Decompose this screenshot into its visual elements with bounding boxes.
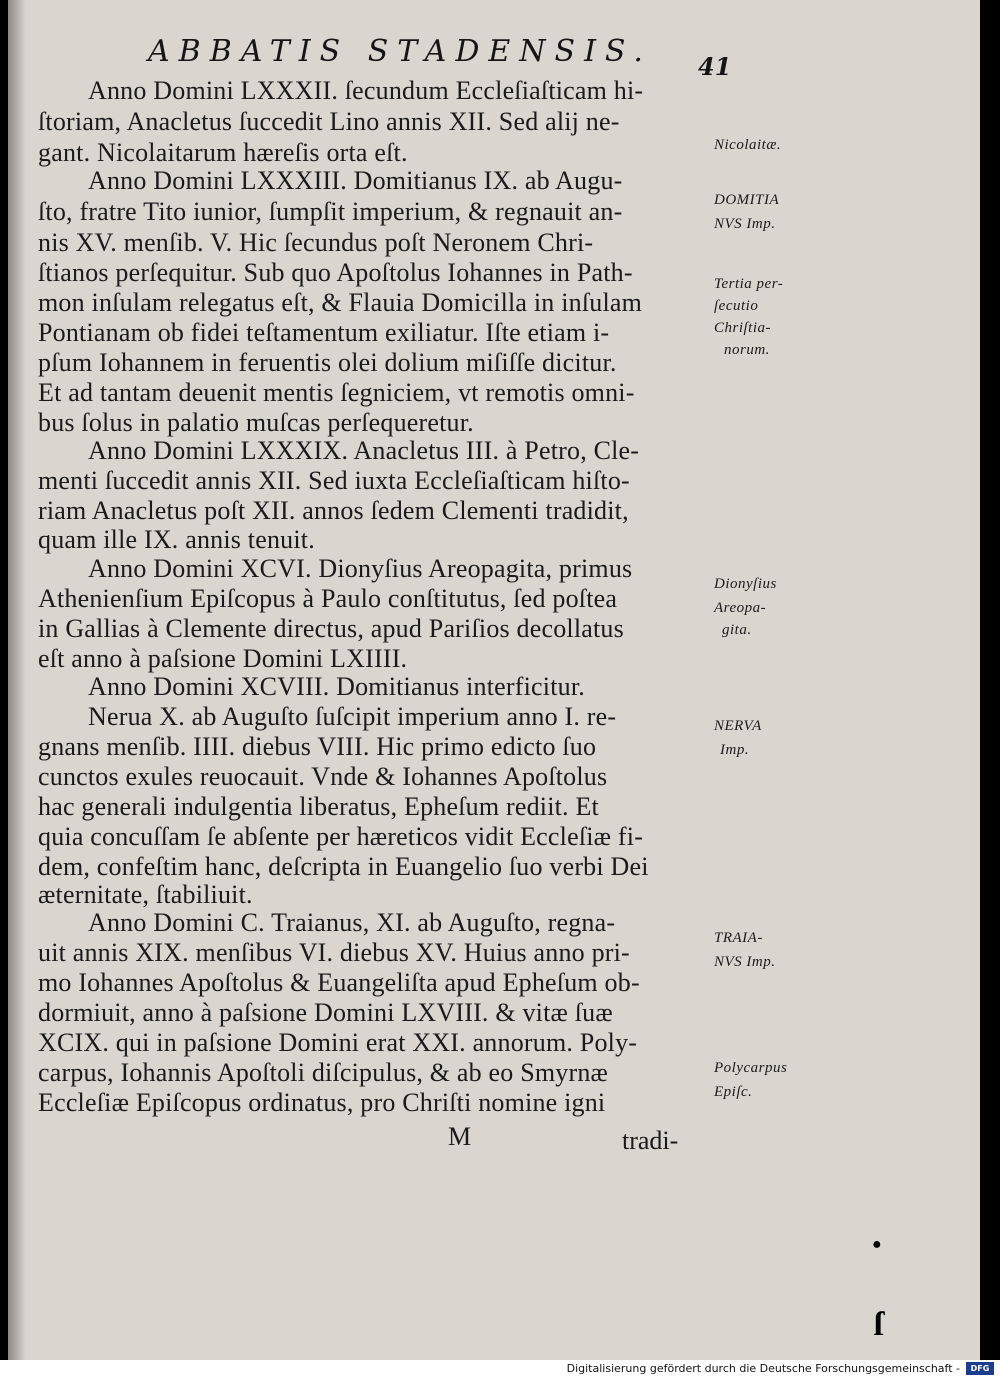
text-line: Et ad tantam deuenit mentis ſegniciem, vt remotis omni- <box>38 378 635 407</box>
page-gutter-shadow <box>8 0 26 1360</box>
text-line: Anno Domini LXXXIII. Domitianus IX. ab Augu- <box>88 166 623 195</box>
marginal-note: Polycarpus <box>714 1060 788 1076</box>
running-title: ABBATIS STADENSIS. <box>148 34 652 69</box>
text-line: Nerua X. ab Auguſto ſuſcipit imperium anno I. re- <box>88 702 617 731</box>
text-line: riam Anacletus poſt XII. annos ſedem Clementi tradidit, <box>38 496 629 525</box>
marginal-note: Nicolaitæ. <box>714 137 782 153</box>
text-line: dormiuit, anno à paſsione Domini LXVIII. & vitæ ſuæ <box>38 998 613 1027</box>
marginal-note: ſecutio <box>714 298 759 314</box>
book-page <box>8 0 980 1360</box>
marginal-note: norum. <box>724 342 770 358</box>
text-line: Athenienſium Epiſcopus à Paulo conſtitutus, ſed poſtea <box>38 584 618 613</box>
marginal-note: Epiſc. <box>714 1084 753 1100</box>
page-number: 41 <box>698 52 732 81</box>
text-line: Eccleſiæ Epiſcopus ordinatus, pro Chriſti nomine igni <box>38 1088 606 1117</box>
footer-bar <box>0 1360 1000 1378</box>
text-line: æternitate, ſtabiliuit. <box>38 880 253 909</box>
text-line: Anno Domini C. Traianus, XI. ab Auguſto, regna- <box>88 908 616 937</box>
text-line: XCIX. qui in paſsione Domini erat XXI. annorum. Poly- <box>38 1028 638 1057</box>
dfg-logo: DFG <box>966 1362 994 1375</box>
text-line: Pontianam ob fidei teſtamentum exiliatur. Iſte etiam i- <box>38 318 610 347</box>
text-line: ſtoriam, Anacletus ſuccedit Lino annis XII. Sed alij ne- <box>38 107 620 136</box>
ink-dot-mark: ● <box>872 1236 882 1253</box>
text-line: gant. Nicolaitarum hæreſis orta eſt. <box>38 138 408 167</box>
text-line: gnans menſib. IIII. diebus VIII. Hic primo edicto ſuo <box>38 732 597 761</box>
marginal-note: Tertia per- <box>714 276 784 292</box>
text-line: pſum Iohannem in feruentis olei dolium miſiſſe dicitur. <box>38 348 617 377</box>
text-line: hac generali indulgentia liberatus, Epheſum rediit. Et <box>38 792 599 821</box>
text-line: quia concuſſam ſe abſente per hæreticos vidit Eccleſiæ fi- <box>38 822 644 851</box>
marginal-note: Dionyſius <box>714 576 777 592</box>
text-line: eſt anno à paſsione Domini LXIIII. <box>38 644 408 673</box>
marginal-note: Areopa- <box>714 600 767 616</box>
text-line: dem, confeſtim hanc, deſcripta in Euangelio ſuo verbi Dei <box>38 852 649 881</box>
signature-mark: M <box>448 1122 472 1151</box>
text-line: Anno Domini XCVI. Dionyſius Areopagita, primus <box>88 554 633 583</box>
text-line: ſtianos perſequitur. Sub quo Apoſtolus Iohannes in Path- <box>38 258 633 287</box>
marginal-note: NVS Imp. <box>714 216 776 232</box>
text-line: carpus, Iohannis Apoſtoli diſcipulus, & ab eo Smyrnæ <box>38 1058 609 1087</box>
marginal-note: NVS Imp. <box>714 954 776 970</box>
text-line: Anno Domini LXXXII. ſecundum Eccleſiaſticam hi- <box>88 76 644 105</box>
text-line: in Gallias à Clemente directus, apud Pariſios decollatus <box>38 614 624 643</box>
marginal-note: TRAIA- <box>714 930 763 946</box>
marginal-note: DOMITIA <box>714 192 780 208</box>
marginal-note: Imp. <box>720 742 750 758</box>
text-line: nis XV. menſib. V. Hic ſecundus poſt Neronem Chri- <box>38 228 594 257</box>
text-line: uit annis XIX. menſibus VI. diebus XV. Huius anno pri- <box>38 938 630 967</box>
text-line: mon inſulam relegatus eſt, & Flauia Domicilla in inſulam <box>38 288 643 317</box>
text-line: Anno Domini XCVIII. Domitianus interficitur. <box>88 672 585 701</box>
text-line: ſto, fratre Tito iunior, ſumpſit imperium, & regnauit an- <box>38 197 623 226</box>
marginal-note: NERVA <box>714 718 762 734</box>
digitization-credit: Digitalisierung gefördert durch die Deutsche Forschungsgemeinschaft - <box>566 1362 960 1375</box>
catchword: tradi- <box>622 1126 679 1155</box>
page-corner-mark: ſ <box>874 1306 884 1343</box>
marginal-note: gita. <box>722 622 752 638</box>
text-line: mo Iohannes Apoſtolus & Euangeliſta apud Epheſum ob- <box>38 968 640 997</box>
text-line: cunctos exules reuocauit. Vnde & Iohannes Apoſtolus <box>38 762 608 791</box>
marginal-note: Chriſtia- <box>714 320 772 336</box>
text-line: Anno Domini LXXXIX. Anacletus III. à Petro, Cle- <box>88 436 640 465</box>
text-line: menti ſuccedit annis XII. Sed iuxta Eccleſiaſticam hiſto- <box>38 466 630 495</box>
text-line: bus ſolus in palatio muſcas perſequeretur. <box>38 408 474 437</box>
text-line: quam ille IX. annis tenuit. <box>38 525 315 554</box>
